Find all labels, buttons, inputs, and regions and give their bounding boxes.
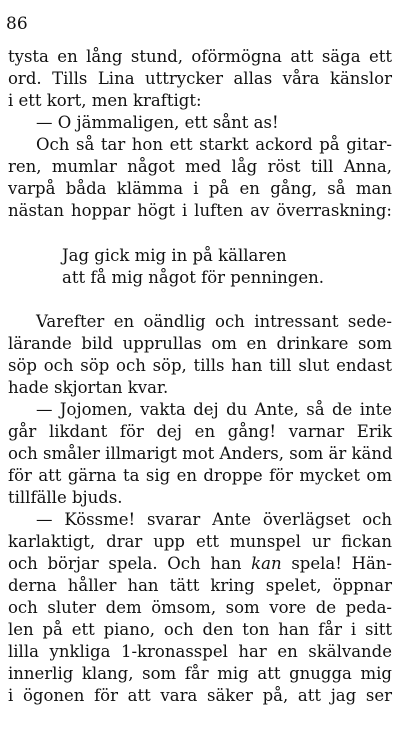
text-line: och sluter dem ömsom, som vore de peda- [8, 598, 392, 617]
text-line: går likdant för dej en gång! varnar Erik [8, 422, 392, 441]
text-line: varpå båda klämma i på en gång, så man [8, 179, 392, 198]
page-number: 86 [6, 14, 28, 34]
text-line: Varefter en oändlig och intressant sede- [36, 312, 392, 331]
dialogue-line: — Kössme! svarar Ante överlägset och [36, 510, 392, 529]
emphasized-word: kan [251, 554, 282, 573]
verse-line: Jag gick mig in på källaren [62, 246, 287, 265]
text-segment: och börjar spela. Och han [8, 554, 242, 573]
text-line: i ögonen för att vara säker på, att jag ser [8, 686, 392, 705]
verse-line: att få mig något för penningen. [62, 268, 324, 287]
text-line: tysta en lång stund, oförmögna att säga ett [8, 47, 392, 66]
text-line: karlaktigt, drar upp ett munspel ur fickan [8, 532, 392, 551]
text-line: nästan hoppar högt i luften av överraskning: [8, 201, 392, 220]
text-line: ren, mumlar något med låg röst till Anna, [8, 157, 392, 176]
dialogue-line: — O jämmaligen, ett sånt as! [36, 113, 279, 132]
text-segment: spela! Hän- [291, 554, 392, 573]
text-line: tillfälle bjuds. [8, 488, 123, 507]
text-line: ord. Tills Lina uttrycker allas våra känslor [8, 69, 392, 88]
text-line: len på ett piano, och den ton han får i sitt [8, 620, 392, 639]
dialogue-line: — Jojomen, vakta dej du Ante, så de inte [36, 400, 392, 419]
text-line: för att gärna ta sig en droppe för mycket om [8, 466, 392, 485]
text-line: innerlig klang, som får mig att gnugga mig [8, 664, 392, 683]
text-line: lilla ynkliga 1-kronasspel har en skälvande [8, 642, 392, 661]
text-line: hade skjortan kvar. [8, 378, 169, 397]
text-line: Och så tar hon ett starkt ackord på gitar- [36, 135, 392, 154]
text-line: och småler illmarigt mot Anders, som är känd [8, 444, 393, 463]
text-line: lärande bild upprullas om en drinkare som [8, 334, 392, 353]
text-line: derna håller han tätt kring spelet, öppnar [8, 576, 392, 595]
text-line: i ett kort, men kraftigt: [8, 91, 202, 110]
text-line: söp och söp och söp, tills han till slut endast [8, 356, 392, 375]
text-line [8, 553, 392, 575]
